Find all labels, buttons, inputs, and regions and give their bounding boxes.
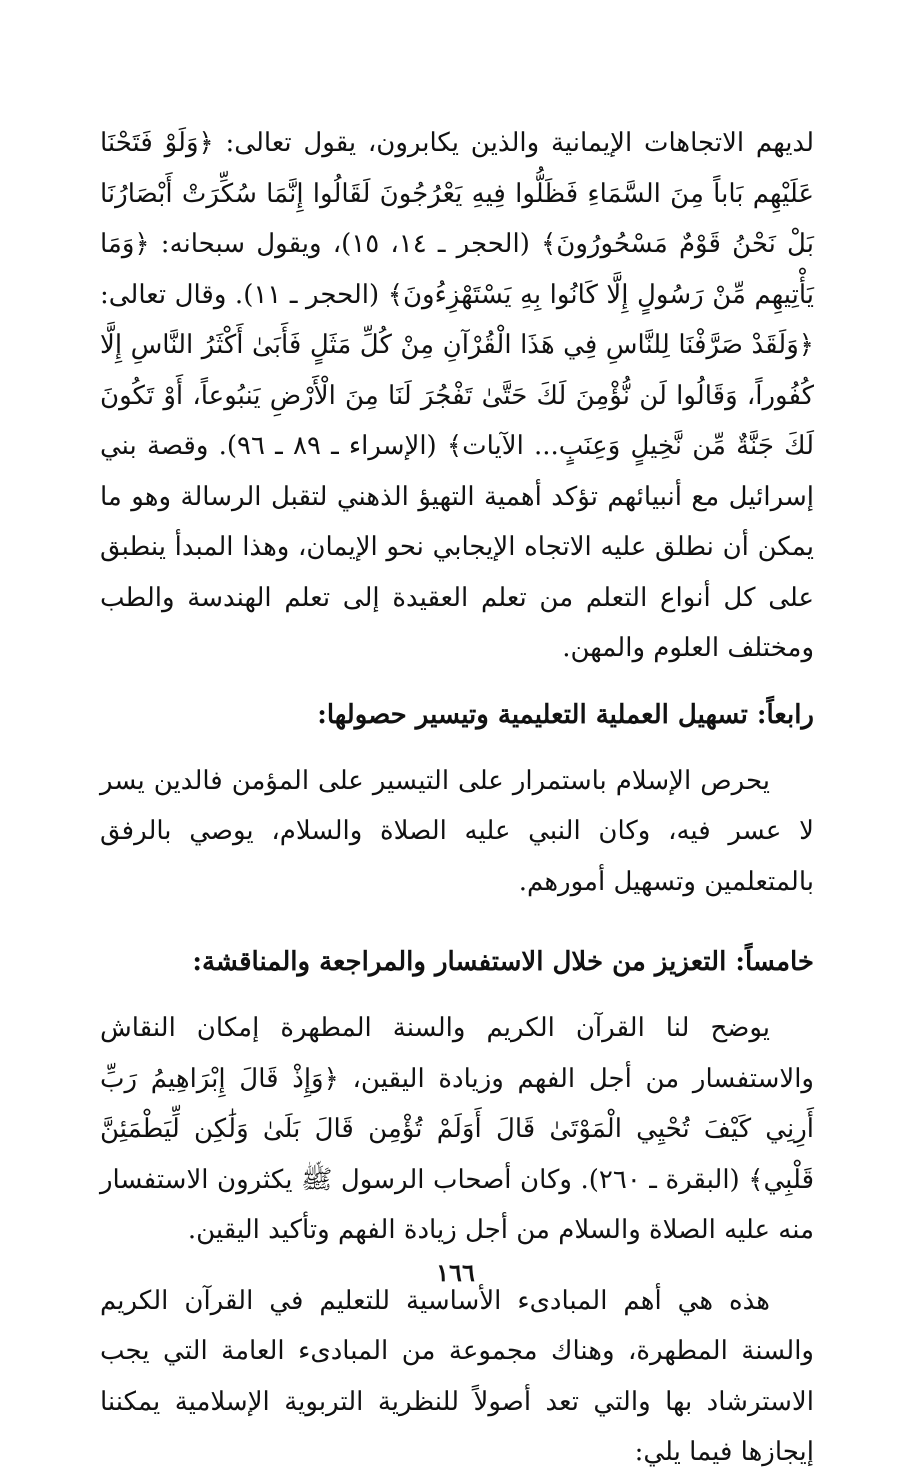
spacer [100, 907, 814, 937]
spacer [100, 987, 814, 1003]
spacer [100, 674, 814, 690]
paragraph-ease-of-learning: يحرص الإسلام باستمرار على التيسير على المؤمن فالدين يسر لا عسر فيه، وكان النبي عليه الصلاة والسلام، يوصي بالرفق بالمتعلمين وتسهيل أمورهم. [100, 765, 814, 897]
page-number: ١٦٦ [436, 1258, 475, 1287]
section-heading-fifth: خامساً: التعزيز من خلال الاستفسار والمراجعة والمناقشة: [192, 947, 814, 977]
paragraph-reinforcement: يوضح لنا القرآن الكريم والسنة المطهرة إمكان النقاش والاستفسار من أجل الفهم وزيادة اليقين، ﴿وَإِذْ قَالَ إِبْرَاهِيمُ رَبِّ أَرِنِي كَيْفَ تُحْيِي الْمَوْتَىٰ قَالَ أَوَلَمْ تُؤْمِن قَالَ بَلَىٰ وَلَٰكِن لِّيَطْمَئِنَّ قَلْبِي﴾ (البقرة ـ ٢٦٠). وكان أصحاب الرسول ﷺ يكثرون الاستفسار منه عليه الصلاة والسلام من أجل زيادة الفهم وتأكيد اليقين. [100, 1013, 814, 1245]
spacer [100, 740, 814, 756]
section-heading-fourth: رابعاً: تسهيل العملية التعليمية وتيسير حصولها: [317, 699, 814, 730]
paragraph-quranic-examples: لديهم الاتجاهات الإيمانية والذين يكابرون، يقول تعالى: ﴿وَلَوْ فَتَحْنَا عَلَيْهِم بَاباً مِنَ السَّمَاءِ فَظَلُّوا فِيهِ يَعْرُجُونَ لَقَالُوا إِنَّمَا سُكِّرَتْ أَبْصَارُنَا بَلْ نَحْنُ قَوْمٌ مَسْحُورُونَ﴾ (الحجر ـ ١٤، ١٥)، ويقول سبحانه: ﴿وَمَا يَأْتِيهِم مِّنْ رَسُولٍ إِلَّا كَانُوا بِهِ يَسْتَهْزِءُونَ﴾ (الحجر ـ ١١). وقال تعالى: ﴿وَلَقَدْ صَرَّفْنَا لِلنَّاسِ فِي هَذَا الْقُرْآنِ مِنْ كُلِّ مَثَلٍ فَأَبَىٰ أَكْثَرُ النَّاسِ إِلَّا كُفُوراً، وَقَالُوا لَن نُّؤْمِنَ لَكَ حَتَّىٰ تَفْجُرَ لَنَا مِنَ الْأَرْضِ يَنبُوعاً، أَوْ تَكُونَ لَكَ جَنَّةٌ مِّن نَّخِيلٍ وَعِنَبٍ... الآيات﴾ (الإسراء ـ ٨٩ ـ ٩٦). وقصة بني إسرائيل مع أنبيائهم تؤكد أهمية التهيؤ الذهني لتقبل الرسالة وهو ما يمكن أن نطلق عليه الاتجاه الإيجابي نحو الإيمان، وهذا المبدأ ينطبق على كل أنواع التعلم من تعلم العقيدة إلى تعلم الهندسة والطب ومختلف العلوم والمهن. [100, 128, 814, 663]
paragraph-summary: هذه هي أهم المبادىء الأساسية للتعليم في القرآن الكريم والسنة المطهرة، وهناك مجموعة من المبادىء العامة التي يجب الاسترشاد بها والتي تعد أصولاً للنظرية التربوية الإسلامية يمكننا إيجازها فيما يلي: [100, 1285, 814, 1467]
